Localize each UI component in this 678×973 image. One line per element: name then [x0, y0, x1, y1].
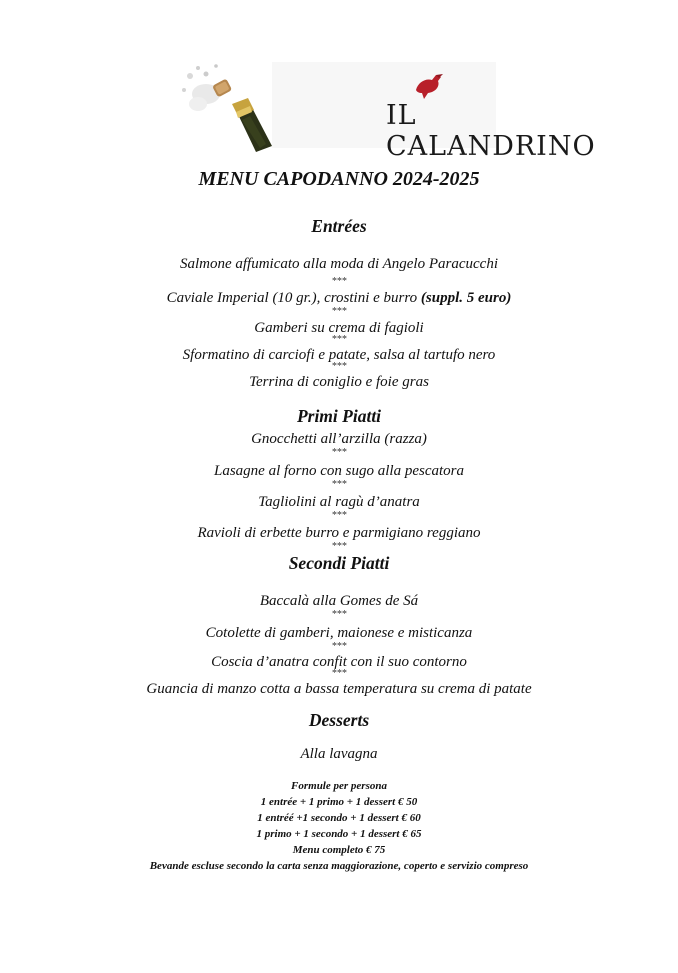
champagne-bottle-icon [176, 60, 272, 152]
section-title-primi: Primi Piatti [296, 406, 382, 426]
separator: *** [331, 361, 347, 372]
dish-item: Sformatino di carciofi e patate, salsa al tartufo nero [182, 347, 496, 363]
page-title: MENU CAPODANNO 2024-2025 [198, 168, 480, 190]
dish-item: Terrina di coniglio e foie gras [249, 374, 429, 390]
section-title-secondi: Secondi Piatti [288, 553, 390, 573]
dish-item: Gnocchetti all’arzilla (razza) [251, 431, 427, 447]
dish-item: Gamberi su crema di fagioli [254, 320, 424, 336]
drinks-note: Bevande escluse secondo la carta senza maggiorazione, coperto e servizio compreso [149, 860, 529, 872]
brand-box [272, 62, 596, 162]
dish-item: Alla lavagna [300, 746, 378, 762]
dish-item: Coscia d’anatra confit con il suo contorno [211, 654, 467, 670]
formula-line: 1 entréé +1 secondo + 1 dessert € 60 [257, 812, 421, 824]
separator: *** [331, 668, 347, 679]
separator: *** [331, 276, 347, 287]
formula-line: 1 primo + 1 secondo + 1 dessert € 65 [256, 828, 422, 840]
brand-name: IL CALANDRINO [386, 100, 596, 162]
formula-line: 1 entrée + 1 primo + 1 dessert € 50 [260, 796, 418, 808]
separator: *** [331, 510, 347, 521]
section-title-entrees: Entrées [311, 216, 367, 236]
bird-icon [410, 72, 446, 100]
separator: *** [331, 641, 347, 652]
logo [176, 60, 596, 162]
dish-item: Guancia di manzo cotta a bassa temperatura su crema di patate [146, 681, 532, 697]
dish-item: Baccalà alla Gomes de Sá [259, 593, 419, 609]
dish-item: Ravioli di erbette burro e parmigiano reggiano [197, 525, 481, 541]
dish-item: Cotolette di gamberi, maionese e misticanza [205, 625, 473, 641]
formule-heading: Formule per persona [291, 780, 387, 792]
dish-item: Tagliolini al ragù d’anatra [258, 494, 420, 510]
section-title-desserts: Desserts [308, 710, 370, 730]
separator: *** [331, 609, 347, 620]
dish-item: Salmone affumicato alla moda di Angelo Paracucchi [179, 256, 498, 272]
separator: *** [331, 334, 347, 345]
separator: *** [331, 479, 347, 490]
dish-item: Lasagne al forno con sugo alla pescatora [214, 463, 464, 479]
formula-line: Menu completo € 75 [292, 844, 386, 856]
separator: *** [331, 541, 347, 552]
separator: *** [331, 447, 347, 458]
supplement-note: (suppl. 5 euro) [420, 290, 512, 306]
dish-item: Caviale Imperial (10 gr.), crostini e burro (suppl. 5 euro) [166, 290, 512, 306]
separator: *** [331, 306, 347, 317]
